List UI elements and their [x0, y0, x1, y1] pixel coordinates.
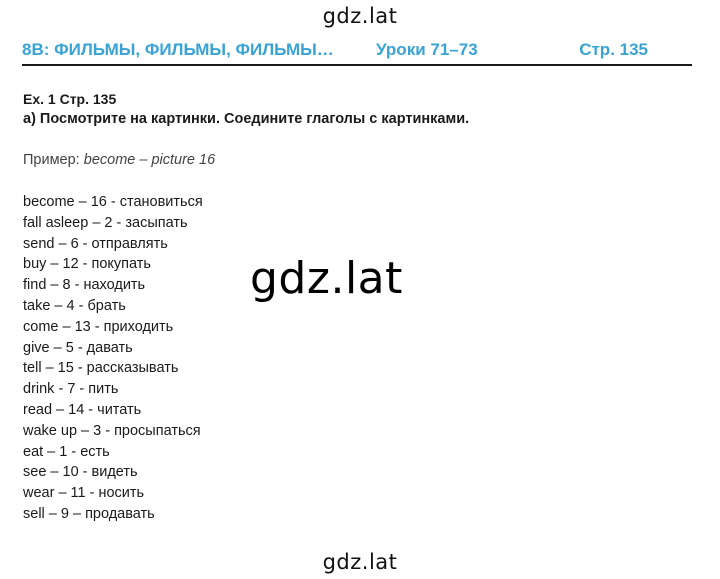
page-header	[22, 40, 692, 64]
header-divider	[22, 64, 692, 66]
exercise-task: а) Посмотрите на картинки. Соедините глаголы с картинками.	[23, 111, 470, 127]
page-number: Стр. 135	[579, 40, 648, 59]
lessons-label: Уроки 71–73	[376, 40, 478, 59]
answer-item: tell – 15 - рассказывать	[23, 360, 179, 377]
answer-item: come – 13 - приходить	[23, 318, 174, 335]
answer-item: fall asleep – 2 - засыпать	[23, 214, 188, 231]
answer-item: eat – 1 - есть	[23, 443, 110, 460]
example-label: Пример:	[23, 152, 84, 168]
answer-item: become – 16 - становиться	[23, 194, 203, 210]
watermark-center: gdz.lat	[250, 253, 403, 304]
answer-item: read – 14 - читать	[23, 401, 142, 418]
answer-item: find – 8 - находить	[23, 277, 146, 294]
answer-list	[23, 192, 203, 525]
answer-item: wear – 11 - носить	[23, 485, 145, 502]
answer-item: see – 10 - видеть	[23, 464, 138, 481]
answer-item: take – 4 - брать	[23, 297, 126, 314]
answer-item: buy – 12 - покупать	[23, 256, 151, 273]
watermark-top: gdz.lat	[322, 4, 398, 28]
watermark-bottom: gdz.lat	[322, 550, 398, 574]
answer-item: send – 6 - отправлять	[23, 235, 168, 252]
answer-item: wake up – 3 - просыпаться	[23, 422, 201, 439]
answer-item: drink - 7 - пить	[23, 381, 119, 398]
example-line	[23, 152, 215, 168]
unit-title: 8B: ФИЛЬМЫ, ФИЛЬМЫ, ФИЛЬМЫ…	[22, 40, 334, 59]
exercise-title: Ex. 1 Стр. 135	[23, 91, 117, 107]
answer-item: give – 5 - давать	[23, 339, 133, 356]
answer-item: sell – 9 – продавать	[23, 505, 155, 522]
example-value: become – picture 16	[83, 152, 216, 168]
